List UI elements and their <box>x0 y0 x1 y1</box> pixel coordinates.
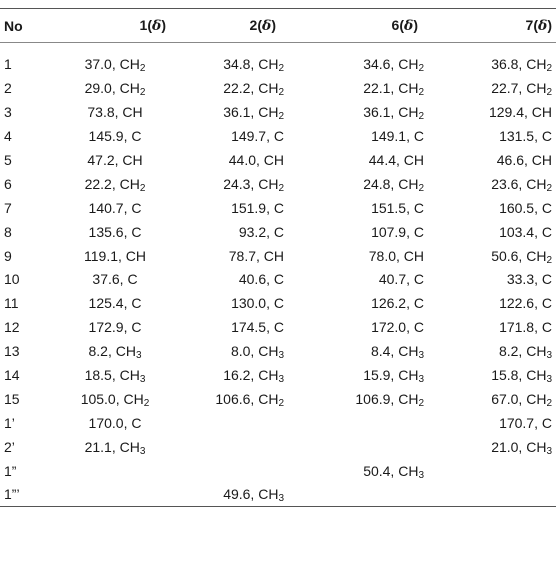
table-row <box>0 148 556 172</box>
shift-value-cell <box>60 244 170 268</box>
shift-value: 151.9, C <box>231 199 284 216</box>
shift-value: 151.5, C <box>371 199 424 216</box>
shift-value: 16.2, CH <box>223 367 279 384</box>
hydrogen-count-subscript: 2 <box>139 63 146 75</box>
hydrogen-count-subscript: 3 <box>278 493 284 505</box>
row-number-cell: 12 <box>4 319 20 336</box>
shift-value: 40.7, C <box>378 271 424 288</box>
shift-value: 126.2, C <box>371 295 424 312</box>
shift-value: 23.6, CH <box>491 175 547 192</box>
header-no <box>0 9 60 43</box>
shift-value-cell <box>438 76 556 100</box>
header-compound-7 <box>438 9 556 43</box>
hydrogen-count-subscript: 2 <box>546 87 552 99</box>
shift-value-cell <box>170 196 298 220</box>
shift-value: 36.1, CH <box>363 104 419 121</box>
shift-value: 22.2, CH <box>223 80 279 97</box>
shift-value: 119.1, CH <box>84 247 146 264</box>
shift-value-cell <box>170 100 298 124</box>
shift-value-cell <box>60 196 170 220</box>
shift-value-cell <box>170 459 298 483</box>
shift-value: 29.0, CH <box>84 80 140 97</box>
header-delta: δ <box>537 18 548 34</box>
shift-value-cell <box>298 291 438 315</box>
shift-value-cell <box>438 459 556 483</box>
hydrogen-count-subscript: 2 <box>546 182 552 194</box>
shift-value: 160.5, C <box>499 199 552 216</box>
table-row <box>0 53 556 77</box>
shift-value-cell <box>170 339 298 363</box>
row-number-cell: 5 <box>4 152 12 168</box>
hydrogen-count-subscript: 3 <box>418 469 424 481</box>
shift-value-cell <box>298 148 438 172</box>
shift-value: 174.5, C <box>231 319 284 336</box>
shift-value: 135.6, C <box>88 223 142 240</box>
shift-value-cell <box>438 411 556 435</box>
header-delta: δ <box>151 18 162 34</box>
table-row <box>0 315 556 339</box>
shift-value: 131.5, C <box>499 128 552 145</box>
shift-value-cell <box>60 220 170 244</box>
header-tail: ) <box>547 17 552 33</box>
row-number-cell: 1’ <box>4 414 15 431</box>
shift-value: 47.2, CH <box>87 152 143 168</box>
row-number-cell: 9 <box>4 247 12 264</box>
table-row <box>0 196 556 220</box>
shift-value: 22.2, CH <box>84 175 140 192</box>
row-number-cell: 1 <box>4 56 12 73</box>
shift-value: 172.9, C <box>88 319 142 336</box>
shift-value: 18.5, CH <box>84 367 140 384</box>
shift-value: 8.2, CH <box>88 343 136 360</box>
header-no-label: No <box>4 17 23 34</box>
hydrogen-count-subscript: 2 <box>143 397 150 409</box>
shift-value-cell <box>60 76 170 100</box>
shift-value: 149.7, C <box>231 128 284 145</box>
shift-value: 149.1, C <box>371 128 424 145</box>
header-delta: δ <box>403 18 414 34</box>
row-number-cell: 14 <box>4 367 20 384</box>
table-row <box>0 411 556 435</box>
shift-value-cell <box>60 53 170 77</box>
shift-value: 24.3, CH <box>223 175 279 192</box>
shift-value: 145.9, C <box>88 128 142 145</box>
shift-value: 44.0, CH <box>228 152 284 168</box>
shift-value-cell <box>298 339 438 363</box>
header-compound-1 <box>60 9 170 43</box>
header-compound-6 <box>298 9 438 43</box>
shift-value-cell <box>438 363 556 387</box>
table-header <box>0 9 556 43</box>
hydrogen-count-subscript: 3 <box>135 350 142 362</box>
shift-value: 105.0, CH <box>80 390 144 407</box>
shift-value-cell <box>298 459 438 483</box>
shift-value-cell <box>438 196 556 220</box>
row-number-cell: 1” <box>4 462 17 479</box>
shift-value-cell <box>438 148 556 172</box>
shift-value-cell <box>170 148 298 172</box>
hydrogen-count-subscript: 3 <box>139 374 146 386</box>
shift-value-cell <box>298 244 438 268</box>
shift-value-cell <box>60 172 170 196</box>
shift-value-cell <box>298 411 438 435</box>
shift-value: 107.9, C <box>371 223 424 240</box>
header-label: 7( <box>525 17 538 33</box>
shift-value-cell <box>438 220 556 244</box>
hydrogen-count-subscript: 2 <box>278 87 284 99</box>
shift-value: 78.7, CH <box>228 247 284 264</box>
shift-value-cell <box>170 172 298 196</box>
shift-value-cell <box>438 339 556 363</box>
shift-value: 37.6, C <box>92 271 138 288</box>
shift-value: 21.1, CH <box>84 438 140 455</box>
shift-value-cell <box>170 483 298 507</box>
hydrogen-count-subscript: 3 <box>278 350 284 362</box>
hydrogen-count-subscript: 2 <box>139 182 146 194</box>
shift-value-cell <box>170 244 298 268</box>
shift-value: 46.6, CH <box>496 152 552 168</box>
shift-value-cell <box>60 100 170 124</box>
nmr-data-table <box>0 8 556 507</box>
row-number-cell: 6 <box>4 175 12 192</box>
hydrogen-count-subscript: 2 <box>418 397 424 409</box>
shift-value-cell <box>298 196 438 220</box>
table-row <box>0 459 556 483</box>
table-row <box>0 124 556 148</box>
shift-value-cell <box>438 435 556 459</box>
hydrogen-count-subscript: 2 <box>278 63 284 75</box>
shift-value: 22.7, CH <box>491 80 547 97</box>
shift-value-cell <box>438 268 556 292</box>
table-row <box>0 268 556 292</box>
hydrogen-count-subscript: 3 <box>139 445 146 457</box>
table-row <box>0 387 556 411</box>
row-number-cell: 11 <box>4 295 19 312</box>
shift-value: 33.3, C <box>506 271 552 288</box>
table-row <box>0 483 556 507</box>
shift-value: 15.9, CH <box>363 367 419 384</box>
shift-value: 170.7, C <box>499 414 552 431</box>
header-tail: ) <box>413 17 418 33</box>
shift-value-cell <box>60 148 170 172</box>
shift-value-cell <box>60 124 170 148</box>
row-number-cell: 2’ <box>4 438 15 455</box>
table-row <box>0 220 556 244</box>
shift-value: 130.0, C <box>231 295 284 312</box>
table-row <box>0 76 556 100</box>
row-number-cell: 7 <box>4 199 12 216</box>
shift-value-cell <box>60 411 170 435</box>
row-number-cell: 4 <box>4 128 12 145</box>
header-tail: ) <box>161 17 166 33</box>
hydrogen-count-subscript: 2 <box>418 63 424 75</box>
shift-value: 22.1, CH <box>363 80 419 97</box>
hydrogen-count-subscript: 2 <box>418 111 424 123</box>
shift-value-cell <box>60 435 170 459</box>
hydrogen-count-subscript: 2 <box>278 397 284 409</box>
shift-value-cell <box>438 53 556 77</box>
shift-value: 172.0, C <box>371 319 424 336</box>
shift-value-cell <box>438 244 556 268</box>
shift-value-cell <box>438 315 556 339</box>
shift-value: 37.0, CH <box>84 56 140 73</box>
header-delta: δ <box>261 18 272 34</box>
shift-value: 34.8, CH <box>223 56 279 73</box>
row-number-cell: 15 <box>4 390 20 407</box>
shift-value-cell <box>438 100 556 124</box>
shift-value-cell <box>170 220 298 244</box>
hydrogen-count-subscript: 2 <box>418 87 424 99</box>
shift-value: 8.2, CH <box>498 343 547 360</box>
table-row <box>0 100 556 124</box>
shift-value: 50.6, CH <box>491 247 547 264</box>
shift-value-cell <box>60 363 170 387</box>
shift-value: 93.2, C <box>238 223 284 240</box>
header-compound-2 <box>170 9 298 43</box>
shift-value: 67.0, CH <box>491 390 547 407</box>
table-body <box>0 43 556 507</box>
header-row <box>0 9 556 43</box>
shift-value: 8.0, CH <box>230 343 279 360</box>
shift-value-cell <box>438 124 556 148</box>
shift-value-cell <box>438 172 556 196</box>
table-row <box>0 291 556 315</box>
shift-value-cell <box>60 483 170 507</box>
shift-value: 36.1, CH <box>223 104 279 121</box>
shift-value-cell <box>298 172 438 196</box>
shift-value-cell <box>60 315 170 339</box>
shift-value-cell <box>170 435 298 459</box>
row-number-cell: 10 <box>4 271 20 288</box>
shift-value-cell <box>298 124 438 148</box>
shift-value-cell <box>170 268 298 292</box>
shift-value-cell <box>60 268 170 292</box>
shift-value-cell <box>60 291 170 315</box>
shift-value-cell <box>438 483 556 507</box>
shift-value-cell <box>170 291 298 315</box>
shift-value-cell <box>170 76 298 100</box>
shift-value-cell <box>438 387 556 411</box>
shift-value-cell <box>170 363 298 387</box>
shift-value-cell <box>298 220 438 244</box>
shift-value: 36.8, CH <box>491 56 547 73</box>
shift-value-cell <box>60 387 170 411</box>
header-label: 6( <box>391 17 404 33</box>
row-number-cell: 13 <box>4 343 20 360</box>
hydrogen-count-subscript: 2 <box>278 111 284 123</box>
shift-value: 106.9, CH <box>355 390 419 407</box>
table-row <box>0 172 556 196</box>
shift-value: 40.6, C <box>238 271 284 288</box>
shift-value-cell <box>298 76 438 100</box>
header-label: 1( <box>139 17 152 33</box>
shift-value-cell <box>298 315 438 339</box>
hydrogen-count-subscript: 3 <box>546 374 552 386</box>
shift-value: 24.8, CH <box>363 175 419 192</box>
hydrogen-count-subscript: 2 <box>278 182 284 194</box>
hydrogen-count-subscript: 3 <box>418 350 424 362</box>
table-row <box>0 363 556 387</box>
hydrogen-count-subscript: 3 <box>546 350 552 362</box>
shift-value: 44.4, CH <box>368 152 424 168</box>
shift-value: 34.6, CH <box>363 56 419 73</box>
shift-value: 170.0, C <box>88 414 142 431</box>
shift-value: 140.7, C <box>88 199 142 216</box>
shift-value: 171.8, C <box>499 319 552 336</box>
shift-value-cell <box>298 53 438 77</box>
row-number-cell: 3 <box>4 104 12 121</box>
shift-value-cell <box>60 459 170 483</box>
shift-value-cell <box>170 315 298 339</box>
shift-value-cell <box>60 339 170 363</box>
table-row <box>0 435 556 459</box>
hydrogen-count-subscript: 3 <box>278 374 284 386</box>
shift-value: 129.4, CH <box>488 104 552 121</box>
shift-value: 49.6, CH <box>223 486 279 503</box>
hydrogen-count-subscript: 2 <box>546 63 552 75</box>
shift-value-cell <box>298 363 438 387</box>
shift-value-cell <box>298 387 438 411</box>
hydrogen-count-subscript: 2 <box>418 182 424 194</box>
shift-value-cell <box>298 483 438 507</box>
shift-value: 125.4, C <box>88 295 142 312</box>
shift-value-cell <box>170 387 298 411</box>
shift-value: 15.8, CH <box>491 367 547 384</box>
shift-value-cell <box>170 124 298 148</box>
spacer-row <box>0 43 556 53</box>
shift-value: 73.8, CH <box>87 104 143 121</box>
shift-value: 8.4, CH <box>370 343 419 360</box>
shift-value: 103.4, C <box>499 223 552 240</box>
header-label: 2( <box>249 17 262 33</box>
shift-value: 50.4, CH <box>363 462 419 479</box>
hydrogen-count-subscript: 3 <box>418 374 424 386</box>
header-tail: ) <box>271 17 276 33</box>
shift-value-cell <box>298 268 438 292</box>
shift-value: 78.0, CH <box>368 247 424 264</box>
row-number-cell: 1”’ <box>4 486 20 503</box>
shift-value: 122.6, C <box>499 295 552 312</box>
hydrogen-count-subscript: 2 <box>546 254 552 266</box>
shift-value-cell <box>438 291 556 315</box>
hydrogen-count-subscript: 3 <box>546 445 552 457</box>
shift-value: 106.6, CH <box>215 390 279 407</box>
shift-value-cell <box>170 411 298 435</box>
hydrogen-count-subscript: 2 <box>546 397 552 409</box>
table-row <box>0 244 556 268</box>
row-number-cell: 8 <box>4 223 12 240</box>
table-row <box>0 339 556 363</box>
row-number-cell: 2 <box>4 80 12 97</box>
hydrogen-count-subscript: 2 <box>139 87 146 99</box>
shift-value-cell <box>298 100 438 124</box>
shift-value-cell <box>298 435 438 459</box>
shift-value-cell <box>170 53 298 77</box>
shift-value: 21.0, CH <box>491 438 547 455</box>
